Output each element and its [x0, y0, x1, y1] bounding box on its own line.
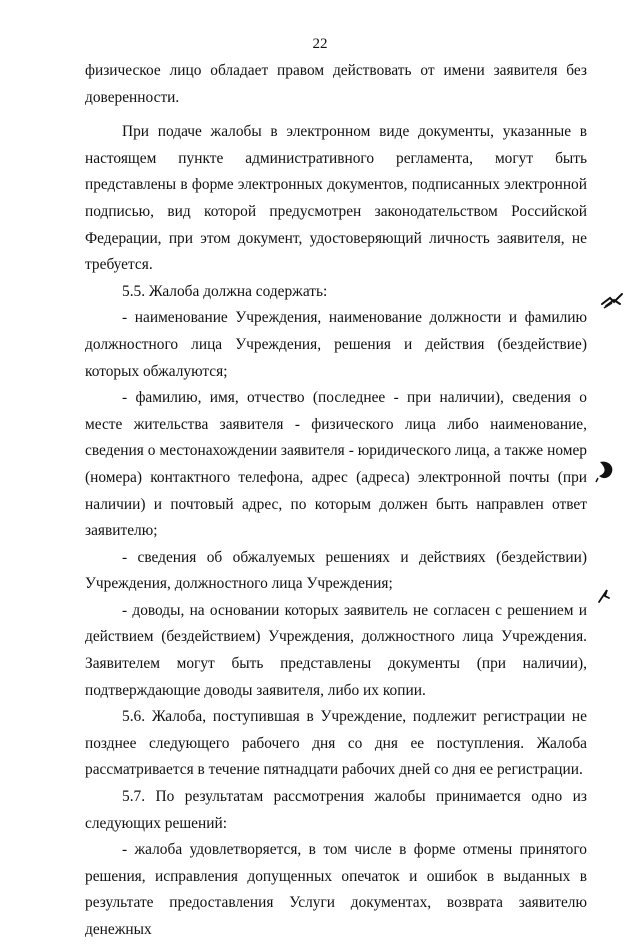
pen-stroke-icon	[596, 586, 612, 606]
document-body	[85, 58, 587, 944]
paragraph-2: При подаче жалобы в электронном виде документы, указанные в настоящем пункте административного регламента, могут быть представлены в форме электронных документов, подписанных электронной подписью, вид которой предусмотрен законодательством Российской Федерации, при этом документ, удостоверяющий личность заявителя, не требуется.	[85, 123, 587, 274]
paragraph-3: 5.5. Жалоба должна содержать:	[122, 282, 328, 300]
ink-blot-icon	[594, 458, 618, 484]
paragraph-6: - сведения об обжалуемых решениях и действиях (бездействии) Учреждения, должностного лица Учреждения;	[85, 548, 587, 593]
paragraph-4: - наименование Учреждения, наименование должности и фамилию должностного лица Учреждения, решения и действия (бездействие) которых обжалуются;	[85, 309, 587, 380]
paragraph-5: - фамилию, имя, отчество (последнее - при наличии), сведения о месте жительства заявителя - физического лица либо наименование, сведения о местонахождении заявителя - юридического лица, а также номер (номера) контактного телефона, адрес (адреса) электронной почты (при наличии) и почтовый адрес, по которым должен быть направлен ответ заявителю;	[85, 389, 587, 540]
paragraph-1: физическое лицо обладает правом действовать от имени заявителя без доверенности.	[85, 62, 587, 106]
paragraph-10: - жалоба удовлетворяется, в том числе в форме отмены принятого решения, исправления допущенных опечаток и ошибок в выданных в результате предоставления Услуги документах, возврата заявителю денежных	[85, 841, 587, 938]
paragraph-7: - доводы, на основании которых заявитель не согласен с решением и действием (бездействием) Учреждения, должностного лица Учреждения. Заявителем могут быть представлены документы (при наличии), подтверждающие доводы заявителя, либо их копии.	[85, 601, 587, 699]
paragraph-9: 5.7. По результатам рассмотрения жалобы принимается одно из следующих решений:	[85, 788, 587, 832]
paragraph-8: 5.6. Жалоба, поступившая в Учреждение, подлежит регистрации не позднее следующего рабочего дня со дня ее поступления. Жалоба рассматривается в течение пятнадцати рабочих дней со дня ее регистрации.	[85, 708, 587, 779]
ink-mark-icon	[600, 290, 626, 312]
page-number: 22	[312, 36, 328, 52]
